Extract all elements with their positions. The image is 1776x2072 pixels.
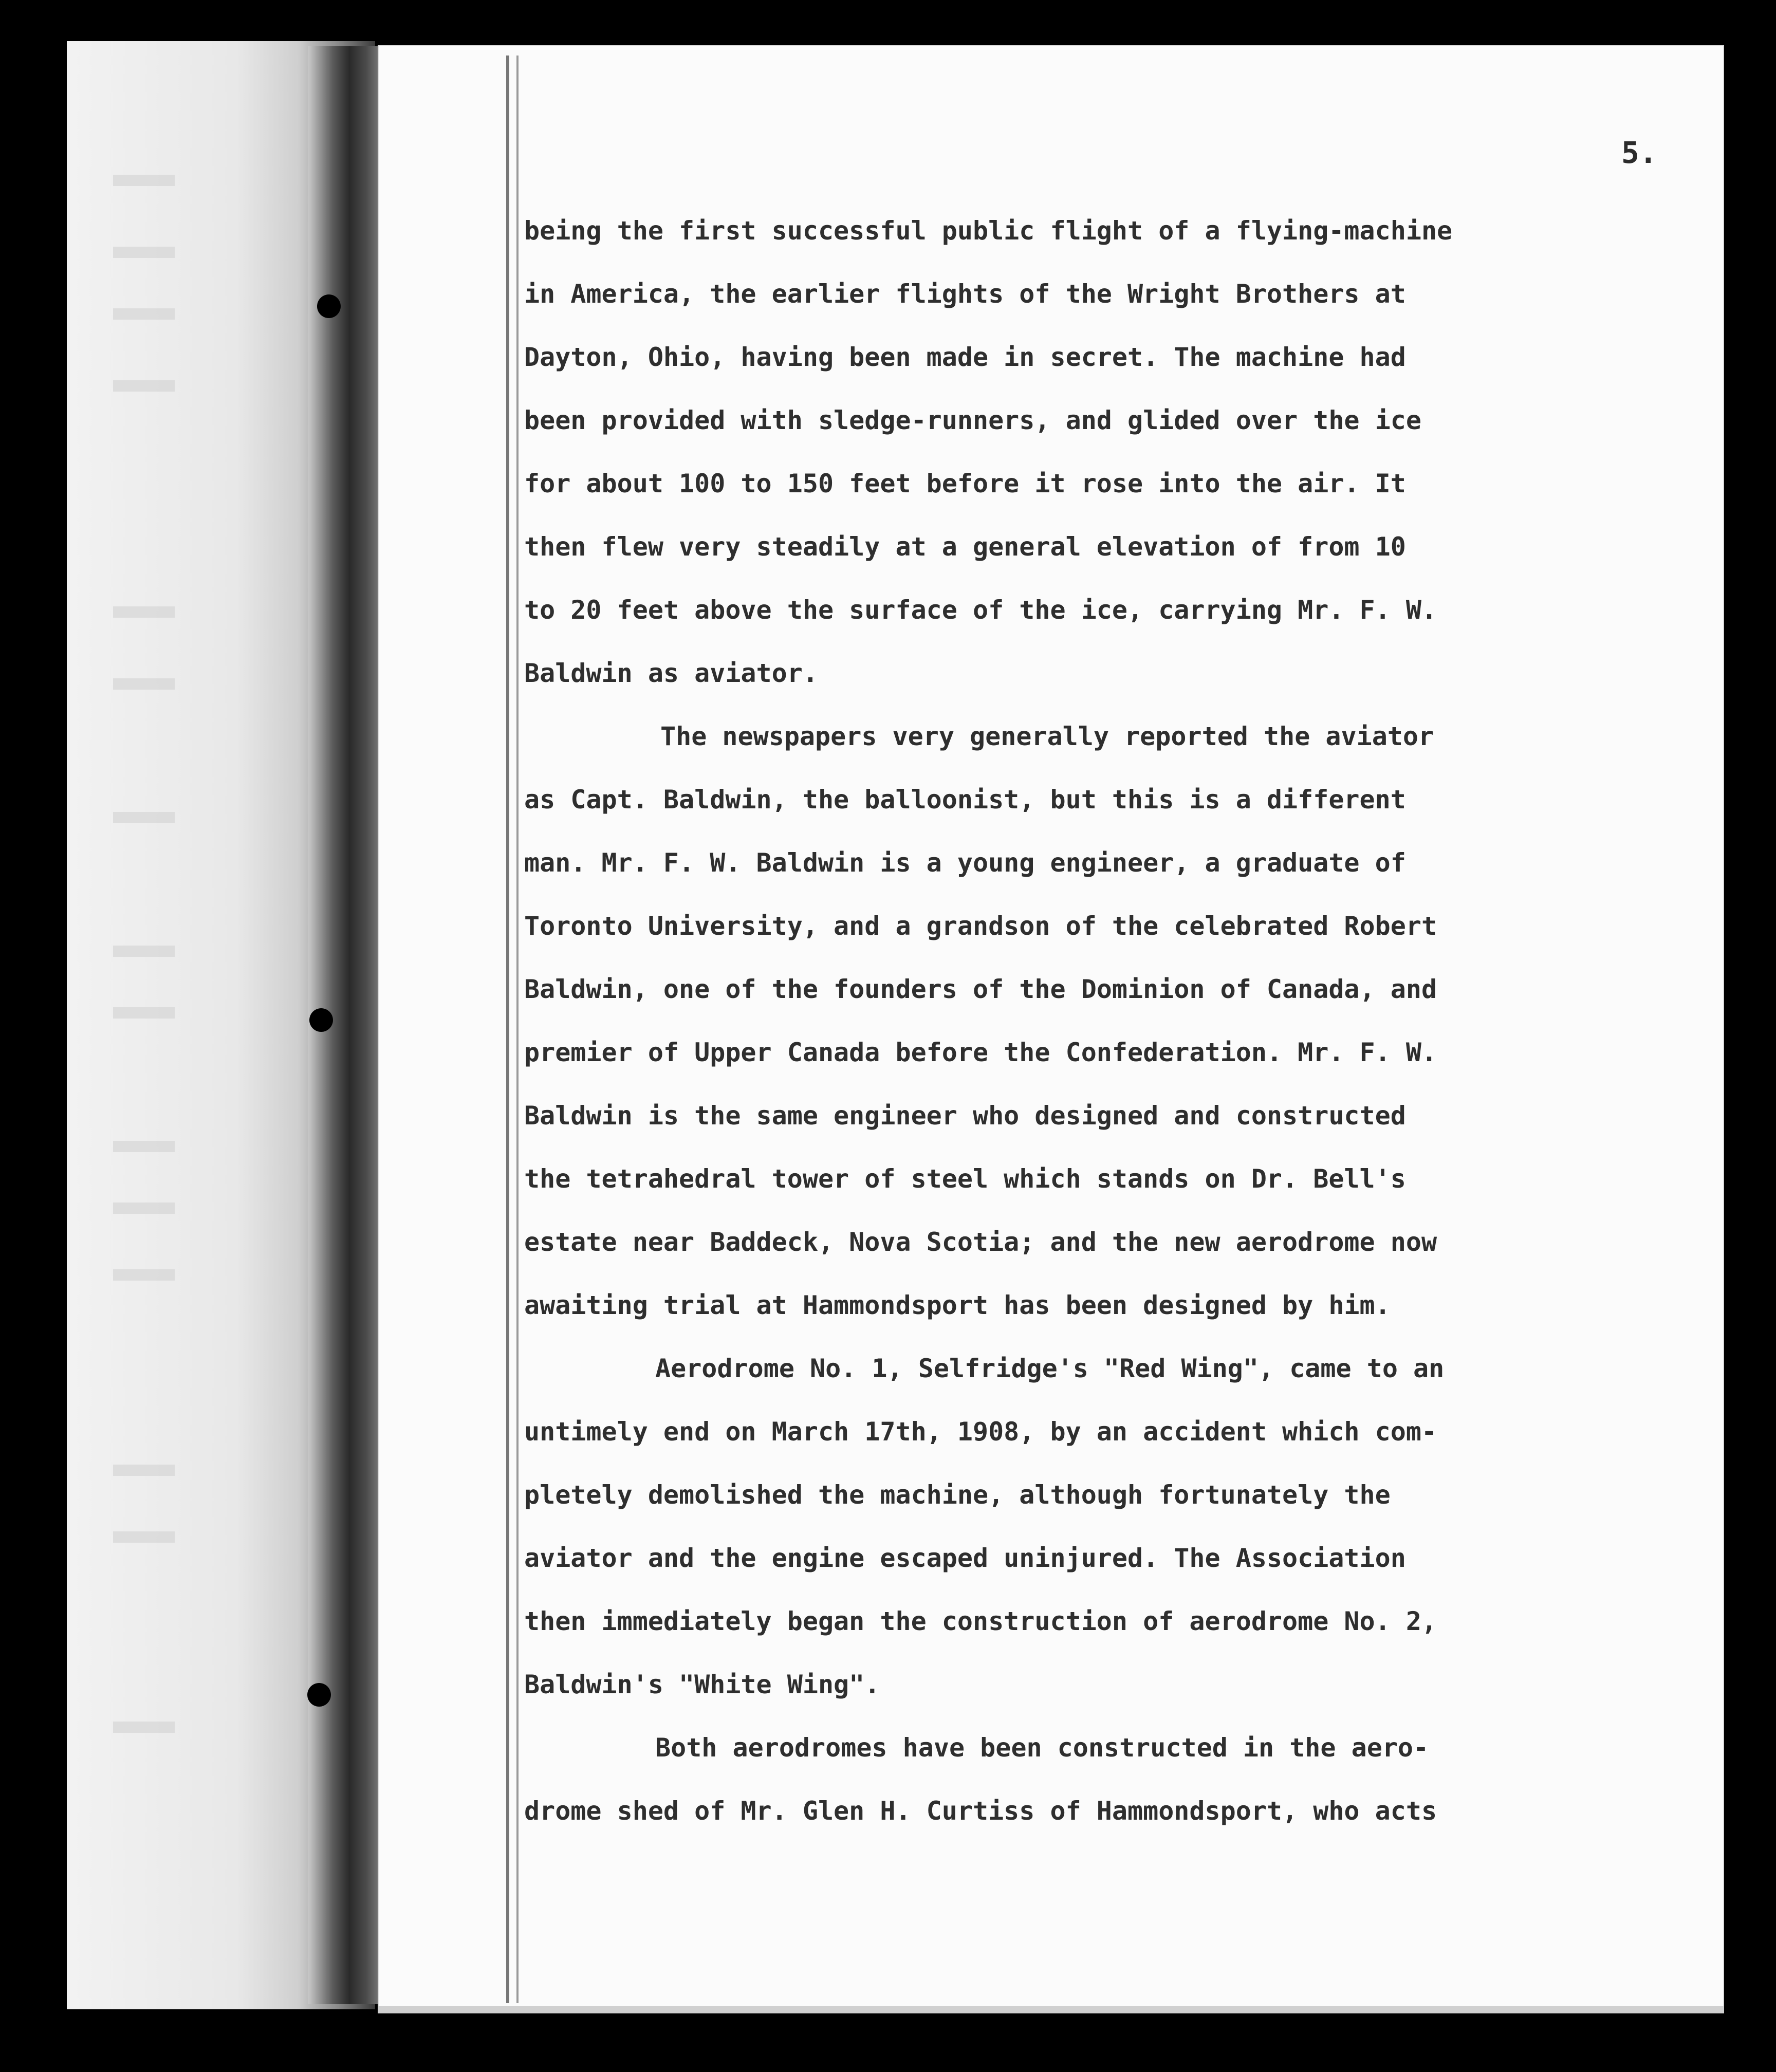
bleed-through-mark xyxy=(113,1531,175,1543)
punch-hole xyxy=(309,1008,333,1032)
bleed-through-mark xyxy=(113,1007,175,1019)
text-line: been provided with sledge-runners, and glided over the ice xyxy=(524,405,1421,435)
text-line: in America, the earlier flights of the Wright Brothers at xyxy=(524,279,1406,309)
document-page xyxy=(378,45,1724,2013)
margin-rule xyxy=(516,55,519,2003)
text-line: being the first successful public flight of a flying-machine xyxy=(524,216,1453,246)
text-line: drome shed of Mr. Glen H. Curtiss of Hammondsport, who acts xyxy=(524,1796,1437,1826)
page-number: 5. xyxy=(1621,135,1657,170)
text-line: untimely end on March 17th, 1908, by an accident which com- xyxy=(524,1417,1437,1447)
bleed-through-mark xyxy=(113,1141,175,1152)
text-line: the tetrahedral tower of steel which stands on Dr. Bell's xyxy=(524,1164,1406,1194)
bleed-through-mark xyxy=(113,812,175,823)
text-line: awaiting trial at Hammondsport has been designed by him. xyxy=(524,1290,1391,1320)
margin-rule xyxy=(506,55,509,2003)
text-line: as Capt. Baldwin, the balloonist, but this is a different xyxy=(524,785,1406,815)
typed-text-body xyxy=(524,199,1706,1843)
text-line: Baldwin's "White Wing". xyxy=(524,1670,880,1699)
paragraph xyxy=(524,705,1706,1337)
text-line: to 20 feet above the surface of the ice, carrying Mr. F. W. xyxy=(524,595,1437,625)
text-line: aviator and the engine escaped uninjured. The Association xyxy=(524,1543,1406,1573)
text-line: pletely demolished the machine, although fortunately the xyxy=(524,1480,1391,1510)
bleed-through-mark xyxy=(113,247,175,258)
bleed-through-mark xyxy=(113,1722,175,1733)
text-line: Dayton, Ohio, having been made in secret. The machine had xyxy=(524,342,1406,372)
bleed-through-mark xyxy=(113,1465,175,1476)
bleed-through-mark xyxy=(113,1202,175,1214)
bleed-through-mark xyxy=(113,1269,175,1281)
text-line: The newspapers very generally reported the aviator xyxy=(660,721,1434,751)
page-bottom-edge xyxy=(378,2006,1724,2013)
text-line: Baldwin as aviator. xyxy=(524,658,818,688)
punch-hole xyxy=(307,1683,331,1707)
text-line: for about 100 to 150 feet before it rose into the air. It xyxy=(524,469,1406,498)
text-line: Baldwin is the same engineer who designed and constructed xyxy=(524,1101,1406,1131)
text-line: Aerodrome No. 1, Selfridge's "Red Wing", came to an xyxy=(655,1354,1445,1383)
text-line: man. Mr. F. W. Baldwin is a young engineer, a graduate of xyxy=(524,848,1406,878)
bleed-through-mark xyxy=(113,606,175,618)
punch-hole xyxy=(317,294,341,318)
text-line: Baldwin, one of the founders of the Dominion of Canada, and xyxy=(524,974,1437,1004)
paragraph xyxy=(524,199,1706,705)
text-line: then flew very steadily at a general elevation of from 10 xyxy=(524,532,1406,562)
text-line: Both aerodromes have been constructed in the aero- xyxy=(655,1733,1429,1763)
text-line: estate near Baddeck, Nova Scotia; and the new aerodrome now xyxy=(524,1227,1437,1257)
text-line: then immediately began the construction of aerodrome No. 2, xyxy=(524,1606,1437,1636)
bleed-through-mark xyxy=(113,678,175,690)
bleed-through-mark xyxy=(113,175,175,186)
text-line: premier of Upper Canada before the Confederation. Mr. F. W. xyxy=(524,1038,1437,1067)
paragraph xyxy=(524,1337,1706,1716)
paragraph xyxy=(524,1716,1706,1843)
bleed-through-mark xyxy=(113,946,175,957)
bleed-through-mark xyxy=(113,380,175,392)
text-line: Toronto University, and a grandson of the celebrated Robert xyxy=(524,911,1437,941)
bleed-through-mark xyxy=(113,308,175,320)
